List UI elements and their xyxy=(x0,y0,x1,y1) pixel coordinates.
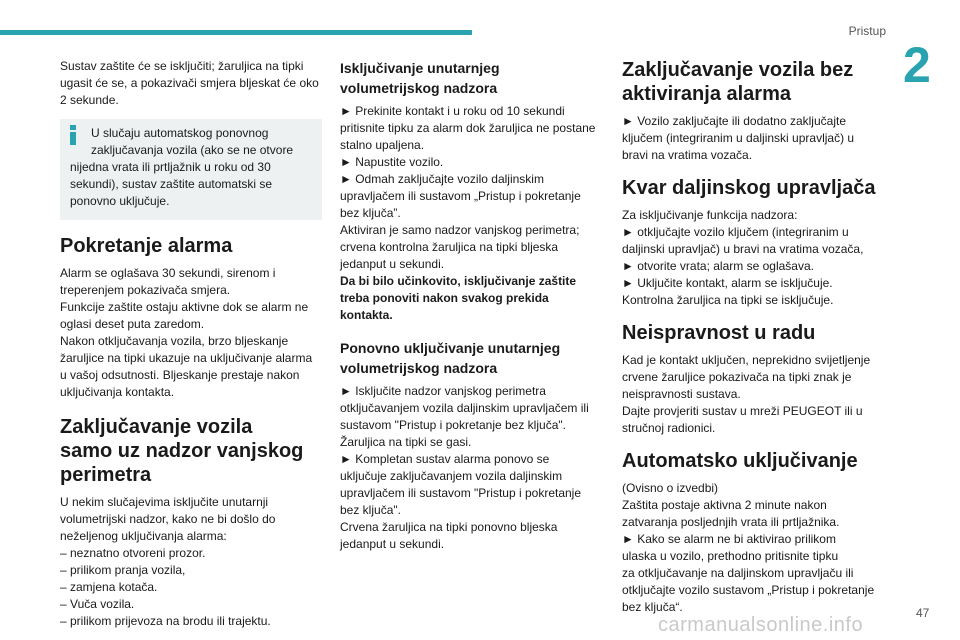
alarm-paragraph: Alarm se oglašava 30 sekundi, sirenom i treperenjem pokazivača smjera. Funkcije zaštite ostaju aktivne dok se alarm ne oglasi deset puta zaredom. Nakon otključavanja vozila, brzo bljeskanje žaruljice na tipki ukazuje na uključivanje alarma u vašoj odsutnosti. Bljeskanje prestaje nakon uključivanja kontakta. xyxy=(60,266,313,399)
fault-paragraph: Kad je kontakt uključen, neprekidno svijetljenje crvene žaruljice pokazivača na tipki znak je neispravnosti sustava. Dajte provjeriti sustav u mreži PEUGEOT ili u stručnoj radionici. xyxy=(622,353,871,435)
column-2 xyxy=(340,58,602,553)
info-text-rest: nijedna vrata ili prtljažnik u roku od 30 sekundi), sustav zaštite automatski se ponovno uključuje. xyxy=(70,160,273,208)
heading-automatic-activation: Automatsko uključivanje xyxy=(622,450,858,472)
chapter-number: 2 xyxy=(903,37,931,93)
column-1 xyxy=(60,58,322,630)
lock-paragraph: ► Vozilo zaključajte ili dodatno zaključajte ključem (integriranim u daljinski upravljač) u bravi na vratima vozača. xyxy=(622,114,855,162)
page-number: 47 xyxy=(916,606,930,620)
disable-paragraph: ► Prekinite kontakt i u roku od 10 sekundi pritisnite tipku za alarm dok žaruljica ne postane stalno upaljena. ► Napustite vozilo. ► Odmah zaključajte vozilo daljinskim upravljačem ili sustavom „Pristup i pokretanje bez ključa”. Aktiviran je samo nadzor vanjskog perimetra; crvena kontrolna žaruljica na tipki bljeska jedanput u sekundi. xyxy=(340,104,596,271)
auto-paragraph: (Ovisno o izvedbi) Zaštita postaje aktivna 2 minute nakon zatvaranja posljednjih vrata ili prtljažnika. ► Kako se alarm ne bi aktivirao prilikom ulaska u vozilo, prethodno pritisnite tipku za otključavanje na daljinskom upravljaču ili otključajte vozilo sustavom „Pristup i pokretanje bez ključa“. xyxy=(622,481,875,614)
heading-disable-volumetric: Isključivanje unutarnjeg volumetrijskog nadzora xyxy=(340,60,500,96)
disable-warning: Da bi bilo učinkovito, isključivanje zaštite treba ponoviti nakon svakog prekida kontakta. xyxy=(340,274,577,322)
perimeter-paragraph: U nekim slučajevima isključite unutarnji volumetrijski nadzor, kako ne bi došlo do neželjenog uključivanja alarma: – neznatno otvoreni prozor. – prilikom pranja vozila, – zamjena kotača. – Vuča vozila. – prilikom prijevoza na brodu ili trajektu. xyxy=(60,495,276,628)
section-name: Pristup xyxy=(848,24,886,38)
heading-reenable-volumetric: Ponovno uključivanje unutarnjeg volumetrijskog nadzora xyxy=(340,340,561,376)
heading-malfunction: Neispravnost u radu xyxy=(622,322,816,344)
heading-perimeter-lock: Zaključavanje vozila samo uz nadzor vanjskog perimetra xyxy=(60,416,304,486)
header-accent-bar xyxy=(0,30,472,35)
intro-paragraph: Sustav zaštite će se isključiti; žaruljica na tipki ugasit će se, a pokazivači smjera bljeskat će oko 2 sekunde. xyxy=(60,59,319,107)
reenable-paragraph: ► Isključite nadzor vanjskog perimetra otključavanjem vozila daljinskim upravljačem ili sustavom "Pristup i pokretanje bez ključa". Žaruljica na tipki se gasi. ► Kompletan sustav alarma ponovo se uključuje zaključavanjem vozila daljinskim upravljačem ili sustavom "Pristup i pokretanje bez ključa". Crvena žaruljica na tipki ponovno bljeska jedanput u sekundi. xyxy=(340,384,589,551)
info-box xyxy=(60,119,322,220)
remote-paragraph: Za isključivanje funkcija nadzora: ► otključajte vozilo ključem (integriranim u daljinski upravljač) u bravi na vratima vozača, ► otvorite vrata; alarm se oglašava. ► Uključite kontakt, alarm se isključuje. Kontrolna žaruljica na tipki se isključuje. xyxy=(622,208,864,307)
watermark: carmanualsonline.info xyxy=(658,614,864,636)
heading-alarm: Pokretanje alarma xyxy=(60,235,233,257)
info-text-first: U slučaju automatskog ponovnog zaključavanja vozila (ako se ne otvore xyxy=(91,126,294,157)
column-3 xyxy=(622,58,884,616)
heading-remote-fault: Kvar daljinskog upravljača xyxy=(622,177,876,199)
info-icon xyxy=(69,125,77,145)
heading-lock-no-alarm: Zaključavanje vozila bez aktiviranja alarma xyxy=(622,59,854,105)
